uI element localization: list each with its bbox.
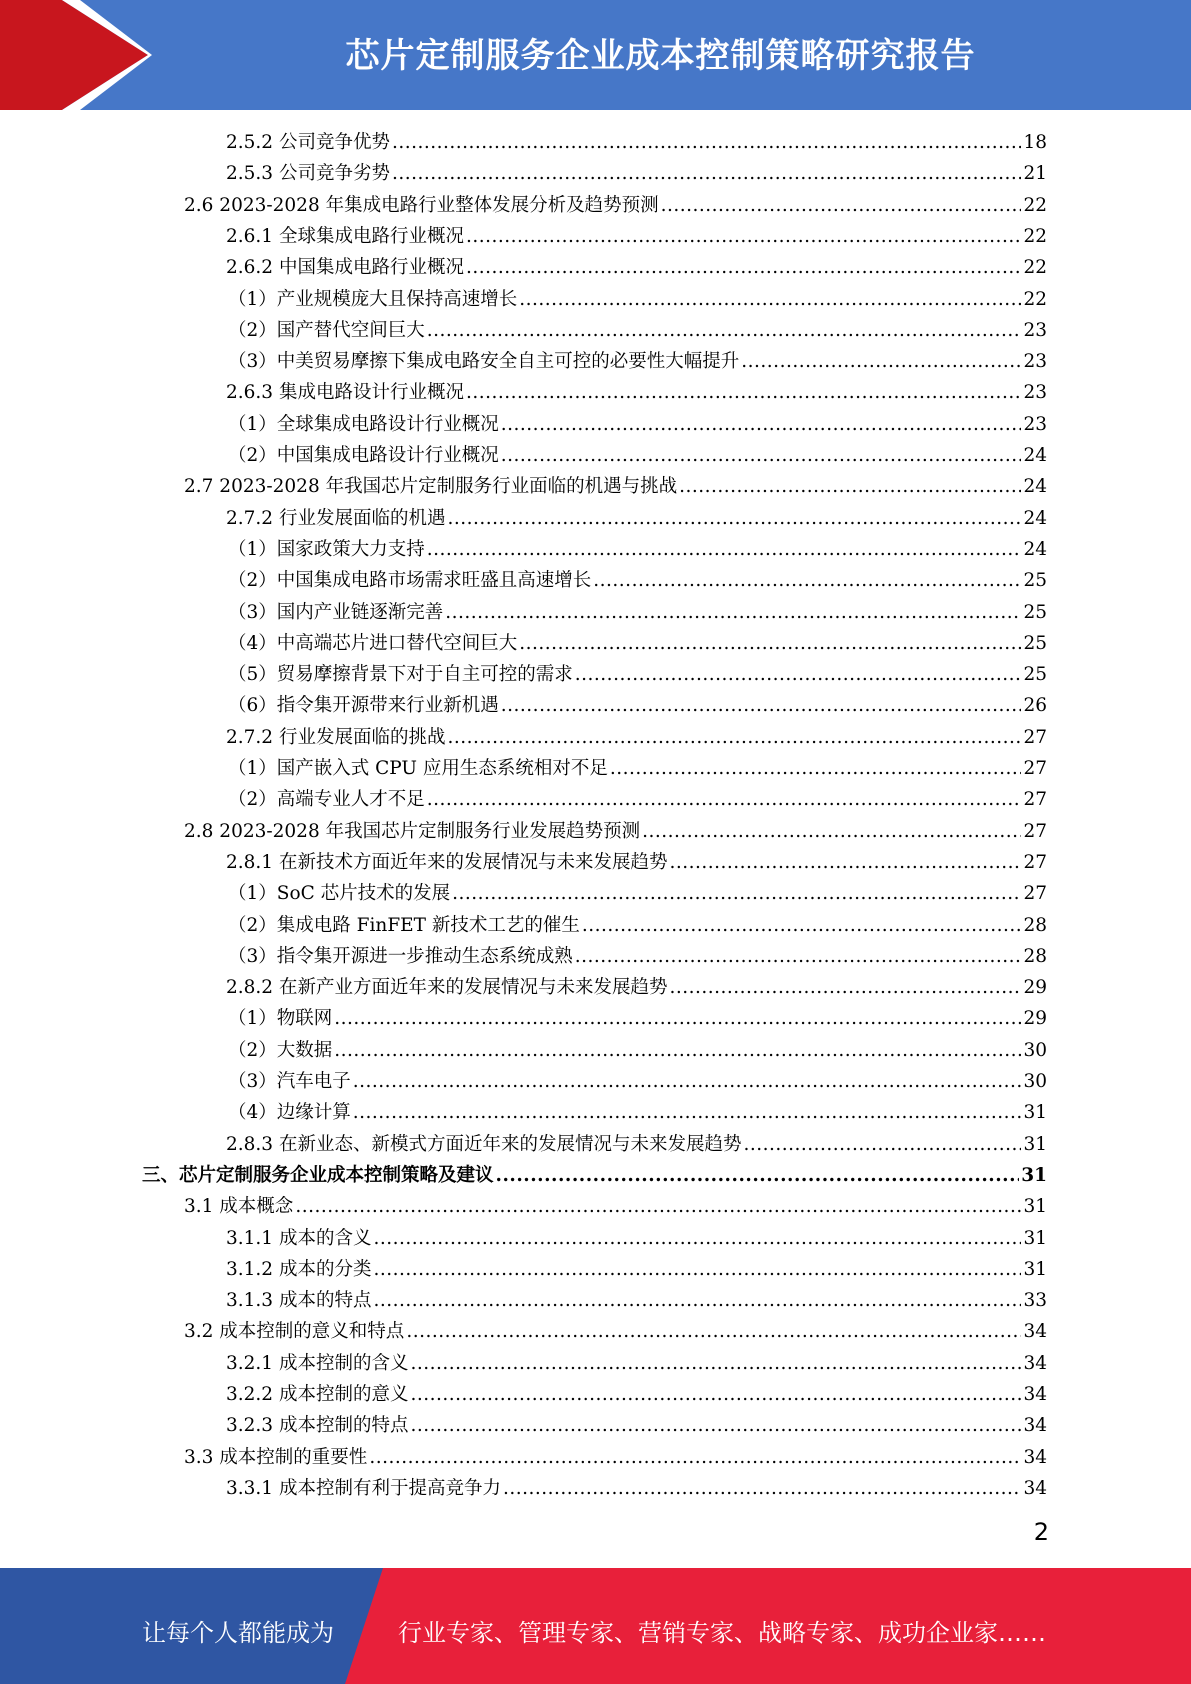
toc-entry[interactable] bbox=[184, 1442, 1047, 1473]
toc-entry-page: 31 bbox=[1023, 1227, 1047, 1249]
toc-dot-leader bbox=[519, 284, 1021, 315]
toc-entry-page: 34 bbox=[1023, 1321, 1047, 1343]
toc-dot-leader bbox=[610, 753, 1022, 784]
toc-dot-leader bbox=[353, 1066, 1022, 1097]
toc-entry[interactable] bbox=[228, 753, 1047, 784]
toc-entry-title: （2）中国集成电路设计行业概况 bbox=[228, 445, 499, 466]
toc-dot-leader bbox=[369, 1442, 1021, 1473]
toc-entry-title: 3.2.3 成本控制的特点 bbox=[226, 1415, 409, 1437]
toc-entry[interactable] bbox=[226, 1473, 1047, 1504]
toc-dot-leader bbox=[410, 1348, 1021, 1379]
toc-dot-leader bbox=[373, 1254, 1021, 1285]
toc-entry[interactable] bbox=[226, 158, 1047, 189]
toc-entry-title: （3）指令集开源进一步推动生态系统成熟 bbox=[228, 945, 573, 967]
toc-entry-page: 34 bbox=[1023, 1352, 1047, 1374]
report-header bbox=[0, 0, 1191, 110]
toc-dot-leader bbox=[496, 1160, 1020, 1191]
toc-entry-page: 24 bbox=[1023, 538, 1047, 560]
toc-entry-title: 3.3 成本控制的重要性 bbox=[184, 1446, 368, 1468]
toc-entry-title: （4）中高端芯片进口替代空间巨大 bbox=[228, 632, 518, 654]
toc-entry-page: 27 bbox=[1023, 758, 1047, 779]
toc-dot-leader bbox=[519, 628, 1021, 659]
toc-entry-title: 2.8 2023-2028 年我国芯片定制服务行业发展趋势预测 bbox=[184, 820, 641, 842]
toc-entry[interactable] bbox=[184, 1316, 1047, 1347]
toc-entry-title: 3.2.2 成本控制的意义 bbox=[226, 1384, 409, 1405]
toc-entry[interactable] bbox=[226, 1410, 1047, 1441]
toc-dot-leader bbox=[452, 878, 1021, 909]
toc-dot-leader bbox=[410, 1410, 1021, 1441]
toc-entry[interactable] bbox=[226, 127, 1047, 158]
toc-entry-page: 23 bbox=[1023, 382, 1047, 404]
toc-dot-leader bbox=[661, 190, 1022, 221]
toc-entry[interactable] bbox=[226, 1348, 1047, 1379]
toc-entry-page: 25 bbox=[1023, 664, 1047, 686]
toc-entry[interactable] bbox=[226, 1285, 1047, 1316]
page-number: 2 bbox=[1033, 1518, 1049, 1546]
toc-entry-title: 2.5.3 公司竞争劣势 bbox=[226, 163, 390, 185]
toc-entry[interactable] bbox=[226, 377, 1047, 408]
toc-entry-title: 三、芯片定制服务企业成本控制策略及建议 bbox=[142, 1164, 494, 1186]
toc-dot-leader bbox=[373, 1223, 1021, 1254]
toc-entry[interactable] bbox=[228, 910, 1047, 941]
toc-entry-title: （2）集成电路 FinFET 新技术工艺的催生 bbox=[228, 914, 580, 936]
toc-entry-page: 34 bbox=[1023, 1415, 1047, 1437]
toc-entry-page: 18 bbox=[1023, 132, 1047, 153]
toc-entry-page: 31 bbox=[1023, 1133, 1047, 1155]
toc-dot-leader bbox=[334, 1003, 1021, 1034]
toc-entry-page: 30 bbox=[1023, 1039, 1047, 1061]
toc-dot-leader bbox=[743, 1129, 1021, 1160]
toc-entry[interactable] bbox=[228, 784, 1047, 815]
toc-entry[interactable] bbox=[228, 284, 1047, 315]
toc-entry-title: （1）产业规模庞大且保持高速增长 bbox=[228, 288, 518, 310]
toc-dot-leader bbox=[447, 503, 1021, 534]
toc-entry-title: 2.8.2 在新产业方面近年来的发展情况与未来发展趋势 bbox=[226, 977, 668, 999]
toc-entry-title: 2.6.2 中国集成电路行业概况 bbox=[226, 257, 464, 279]
toc-dot-leader bbox=[447, 722, 1021, 753]
toc-entry-title: （3）汽车电子 bbox=[228, 1071, 351, 1092]
toc-dot-leader bbox=[427, 534, 1022, 565]
toc-dot-leader bbox=[445, 597, 1021, 628]
report-title: 芯片定制服务企业成本控制策略研究报告 bbox=[345, 36, 976, 76]
footer-banner bbox=[0, 1568, 1191, 1684]
toc-entry[interactable] bbox=[226, 1129, 1047, 1160]
toc-dot-leader bbox=[373, 1285, 1021, 1316]
toc-dot-leader bbox=[406, 1316, 1021, 1347]
toc-entry[interactable] bbox=[228, 346, 1047, 377]
toc-entry-page: 28 bbox=[1023, 914, 1047, 936]
toc-entry-title: 2.8.1 在新技术方面近年来的发展情况与未来发展趋势 bbox=[226, 851, 668, 873]
toc-dot-leader bbox=[575, 659, 1022, 690]
toc-entry-page: 23 bbox=[1023, 413, 1047, 435]
toc-entry-page: 31 bbox=[1021, 1164, 1047, 1186]
toc-dot-leader bbox=[427, 784, 1022, 815]
toc-entry-page: 27 bbox=[1023, 883, 1047, 905]
toc-entry[interactable] bbox=[228, 878, 1047, 909]
toc-dot-leader bbox=[353, 1097, 1022, 1128]
toc-entry[interactable] bbox=[228, 1097, 1047, 1128]
toc-entry[interactable] bbox=[226, 972, 1047, 1003]
toc-entry-title: （1）物联网 bbox=[228, 1008, 333, 1030]
toc-entry-title: 3.1 成本概念 bbox=[184, 1196, 294, 1218]
toc-dot-leader bbox=[466, 377, 1021, 408]
toc-entry-title: （2）国产替代空间巨大 bbox=[228, 319, 425, 341]
toc-dot-leader bbox=[582, 910, 1022, 941]
footer-slogan-left: 让每个人都能成为 bbox=[142, 1619, 334, 1647]
toc-entry-page: 25 bbox=[1023, 570, 1047, 592]
toc-entry-title: 2.5.2 公司竞争优势 bbox=[226, 132, 390, 153]
toc-entry[interactable] bbox=[226, 503, 1047, 534]
toc-entry[interactable] bbox=[228, 1035, 1047, 1066]
toc-entry-title: （2）大数据 bbox=[228, 1039, 333, 1061]
toc-entry-page: 24 bbox=[1023, 445, 1047, 466]
toc-dot-leader bbox=[669, 847, 1021, 878]
toc-entry-page: 26 bbox=[1023, 695, 1047, 717]
toc-entry[interactable] bbox=[228, 1066, 1047, 1097]
toc-entry-page: 24 bbox=[1023, 507, 1047, 529]
toc-entry-page: 21 bbox=[1023, 163, 1047, 185]
toc-entry-page: 31 bbox=[1023, 1258, 1047, 1280]
toc-entry[interactable] bbox=[226, 1379, 1047, 1410]
toc-entry-page: 25 bbox=[1023, 632, 1047, 654]
toc-entry-title: 3.2 成本控制的意义和特点 bbox=[184, 1321, 405, 1343]
toc-entry[interactable] bbox=[228, 409, 1047, 440]
toc-dot-leader bbox=[501, 409, 1022, 440]
toc-entry-title: （1）国产嵌入式 CPU 应用生态系统相对不足 bbox=[228, 758, 608, 779]
toc-entry-title: （5）贸易摩擦背景下对于自主可控的需求 bbox=[228, 664, 573, 686]
toc-entry[interactable] bbox=[226, 1223, 1047, 1254]
toc-entry-title: （1）国家政策大力支持 bbox=[228, 538, 425, 560]
toc-entry-page: 29 bbox=[1023, 1008, 1047, 1030]
toc-dot-leader bbox=[466, 221, 1021, 252]
toc-entry[interactable] bbox=[228, 597, 1047, 628]
toc-dot-leader bbox=[503, 1473, 1021, 1504]
toc-entry[interactable] bbox=[226, 847, 1047, 878]
toc-entry-page: 31 bbox=[1023, 1102, 1047, 1124]
toc-entry-page: 22 bbox=[1023, 288, 1047, 310]
toc-entry-page: 28 bbox=[1023, 945, 1047, 967]
toc-entry-page: 25 bbox=[1023, 601, 1047, 623]
toc-entry-page: 31 bbox=[1023, 1196, 1047, 1218]
toc-dot-leader bbox=[334, 1035, 1021, 1066]
toc-entry-page: 30 bbox=[1023, 1071, 1047, 1092]
toc-dot-leader bbox=[410, 1379, 1021, 1410]
toc-dot-leader bbox=[642, 816, 1021, 847]
toc-entry[interactable] bbox=[228, 440, 1047, 471]
toc-entry-title: 2.6 2023-2028 年集成电路行业整体发展分析及趋势预测 bbox=[184, 194, 659, 216]
toc-entry-title: （2）高端专业人才不足 bbox=[228, 789, 425, 811]
toc-entry-page: 27 bbox=[1023, 789, 1047, 811]
toc-entry[interactable] bbox=[228, 628, 1047, 659]
toc-dot-leader bbox=[466, 252, 1021, 283]
toc-entry-page: 23 bbox=[1023, 351, 1047, 373]
toc-dot-leader bbox=[392, 158, 1021, 189]
toc-entry-title: 2.7.2 行业发展面临的机遇 bbox=[226, 507, 446, 529]
toc-entry-title: 2.8.3 在新业态、新模式方面近年来的发展情况与未来发展趋势 bbox=[226, 1133, 742, 1155]
toc-dot-leader bbox=[392, 127, 1021, 158]
toc-entry-page: 24 bbox=[1023, 476, 1047, 498]
toc-entry-title: 3.1.3 成本的特点 bbox=[226, 1290, 372, 1312]
toc-entry[interactable] bbox=[184, 190, 1047, 221]
toc-dot-leader bbox=[669, 972, 1021, 1003]
toc-entry-title: （1）全球集成电路设计行业概况 bbox=[228, 413, 499, 435]
toc-dot-leader bbox=[427, 315, 1022, 346]
toc-entry[interactable] bbox=[228, 315, 1047, 346]
toc-entry[interactable] bbox=[184, 1191, 1047, 1222]
toc-entry-page: 27 bbox=[1023, 851, 1047, 873]
toc-entry-title: （3）中美贸易摩擦下集成电路安全自主可控的必要性大幅提升 bbox=[228, 351, 740, 373]
toc-entry-page: 22 bbox=[1023, 194, 1047, 216]
toc-entry-page: 34 bbox=[1023, 1446, 1047, 1468]
toc-entry[interactable] bbox=[226, 252, 1047, 283]
toc-entry-title: 2.6.1 全球集成电路行业概况 bbox=[226, 225, 464, 247]
toc-entry-page: 29 bbox=[1023, 977, 1047, 999]
toc-entry[interactable] bbox=[142, 1160, 1047, 1191]
toc-entry[interactable] bbox=[228, 565, 1047, 596]
toc-dot-leader bbox=[501, 690, 1022, 721]
toc-entry[interactable] bbox=[228, 1003, 1047, 1034]
toc-dot-leader bbox=[679, 471, 1021, 502]
footer-slogan-right: 行业专家、管理专家、营销专家、战略专家、成功企业家…… bbox=[398, 1619, 1046, 1647]
toc-entry[interactable] bbox=[184, 471, 1047, 502]
toc-entry-page: 22 bbox=[1023, 225, 1047, 247]
toc-dot-leader bbox=[593, 565, 1021, 596]
toc-entry[interactable] bbox=[226, 221, 1047, 252]
toc-entry-page: 27 bbox=[1023, 726, 1047, 748]
toc-entry[interactable] bbox=[226, 722, 1047, 753]
toc-dot-leader bbox=[741, 346, 1021, 377]
toc-entry[interactable] bbox=[228, 690, 1047, 721]
toc-entry-title: （4）边缘计算 bbox=[228, 1102, 351, 1124]
toc-entry-page: 27 bbox=[1023, 820, 1047, 842]
toc-entry-page: 22 bbox=[1023, 257, 1047, 279]
toc-entry-title: 2.7 2023-2028 年我国芯片定制服务行业面临的机遇与挑战 bbox=[184, 476, 678, 498]
toc-entry-title: （2）中国集成电路市场需求旺盛且高速增长 bbox=[228, 570, 592, 592]
toc-entry[interactable] bbox=[228, 659, 1047, 690]
toc-dot-leader bbox=[575, 941, 1022, 972]
toc-entry-title: （6）指令集开源带来行业新机遇 bbox=[228, 695, 499, 717]
toc-entry-title: 2.6.3 集成电路设计行业概况 bbox=[226, 382, 464, 404]
toc-dot-leader bbox=[501, 440, 1022, 471]
toc-entry-page: 23 bbox=[1023, 319, 1047, 341]
toc-entry-title: 3.3.1 成本控制有利于提高竞争力 bbox=[226, 1477, 501, 1499]
toc-entry-title: 2.7.2 行业发展面临的挑战 bbox=[226, 726, 446, 748]
toc-entry-title: 3.1.1 成本的含义 bbox=[226, 1227, 372, 1249]
toc-entry-title: （1）SoC 芯片技术的发展 bbox=[228, 883, 451, 905]
toc-entry[interactable] bbox=[228, 941, 1047, 972]
toc-entry[interactable] bbox=[184, 816, 1047, 847]
toc-dot-leader bbox=[295, 1191, 1021, 1222]
toc-entry-title: 3.1.2 成本的分类 bbox=[226, 1258, 372, 1280]
toc-entry-page: 33 bbox=[1023, 1290, 1047, 1312]
toc-entry-page: 34 bbox=[1023, 1477, 1047, 1499]
toc-entry-title: 3.2.1 成本控制的含义 bbox=[226, 1352, 409, 1374]
toc-entry-title: （3）国内产业链逐渐完善 bbox=[228, 601, 444, 623]
toc-entry[interactable] bbox=[228, 534, 1047, 565]
toc-entry[interactable] bbox=[226, 1254, 1047, 1285]
toc-entry-page: 34 bbox=[1023, 1384, 1047, 1405]
